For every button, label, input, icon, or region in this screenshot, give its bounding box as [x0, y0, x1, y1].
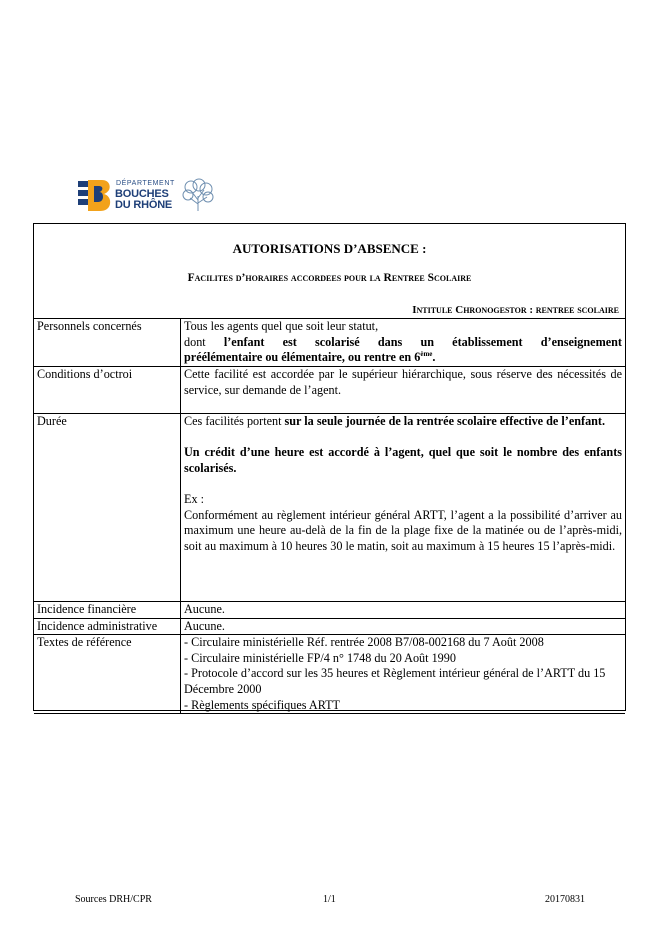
bouches-du-rhone-emblem-icon: [76, 178, 112, 212]
row-content: Aucune.: [181, 602, 626, 619]
reference-item: - Protocole d’accord sur les 35 heures et Règlement intérieur général de l’ARTT du 15 Décembre 2000: [184, 666, 606, 696]
personnel-line-2: dont l’enfant est scolarisé dans un établissement d’enseignement: [184, 334, 622, 349]
duration-example-text: Conformément au règlement intérieur général ARTT, l’agent a la possibilité d’arriver au maximum une heure au-delà de la fin de la plage fixe de la matinée ou de l’après-midi, soit au maximum à 10 heures 30 le matin, soit au maximum à 15 heures 15 l’après-midi.: [184, 507, 622, 553]
document-subtitle: Facilites d’horaires accordees pour la Rentree Scolaire: [187, 272, 472, 284]
row-label: Incidence financière: [34, 602, 181, 619]
duration-example-label: Ex :: [184, 491, 204, 506]
footer-page-number: 1/1: [323, 894, 336, 905]
chronogestor-title: Intitule Chronogestor : rentree scolaire: [412, 304, 619, 316]
table-row: [34, 414, 625, 602]
reference-item: - Règlements spécifiques ARTT: [184, 697, 340, 712]
logo-line-1: BOUCHES: [115, 188, 169, 200]
reference-item: - Circulaire ministérielle FP/4 n° 1748 du 20 Août 1990: [184, 650, 456, 665]
details-table: [34, 318, 625, 714]
row-content: [181, 319, 626, 367]
tree-icon: [182, 178, 214, 212]
row-label: Conditions d’octroi: [34, 367, 181, 414]
row-label: Durée: [34, 414, 181, 602]
footer-source: Sources DRH/CPR: [75, 894, 152, 905]
document-title: AUTORISATIONS D’ABSENCE :: [232, 241, 427, 256]
row-content: Aucune.: [181, 618, 626, 635]
table-row: [34, 367, 625, 414]
row-label: Personnels concernés: [34, 319, 181, 367]
table-row: [34, 635, 625, 714]
personnel-line-3: préélémentaire ou élémentaire, ou rentre en 6ème.: [184, 350, 436, 365]
row-label: Textes de référence: [34, 635, 181, 714]
row-content: [181, 414, 626, 602]
logo-department-text: DÉPARTEMENT: [116, 180, 175, 187]
personnel-line-1: Tous les agents quel que soit leur statut,: [184, 319, 379, 333]
absence-authorization-frame: [33, 223, 626, 711]
logo-line-2: DU RHÔNE: [115, 199, 173, 211]
duration-paragraph-2: Un crédit d’une heure est accordé à l’agent, quel que soit le nombre des enfants scolarisés.: [184, 445, 622, 475]
row-content: Cette facilité est accordée par le supérieur hiérarchique, sous réserve des nécessités de service, sur demande de l’agent.: [181, 367, 626, 414]
table-row: [34, 618, 625, 635]
row-content: [181, 635, 626, 714]
row-label: Incidence administrative: [34, 618, 181, 635]
table-row: [34, 319, 625, 367]
table-row: [34, 602, 625, 619]
duration-paragraph-1: Ces facilités portent sur la seule journée de la rentrée scolaire effective de l’enfant.: [184, 414, 606, 428]
footer-code: 20170831: [545, 894, 585, 905]
reference-item: - Circulaire ministérielle Réf. rentrée 2008 B7/08-002168 du 7 Août 2008: [184, 635, 544, 650]
department-logo: [76, 178, 216, 214]
